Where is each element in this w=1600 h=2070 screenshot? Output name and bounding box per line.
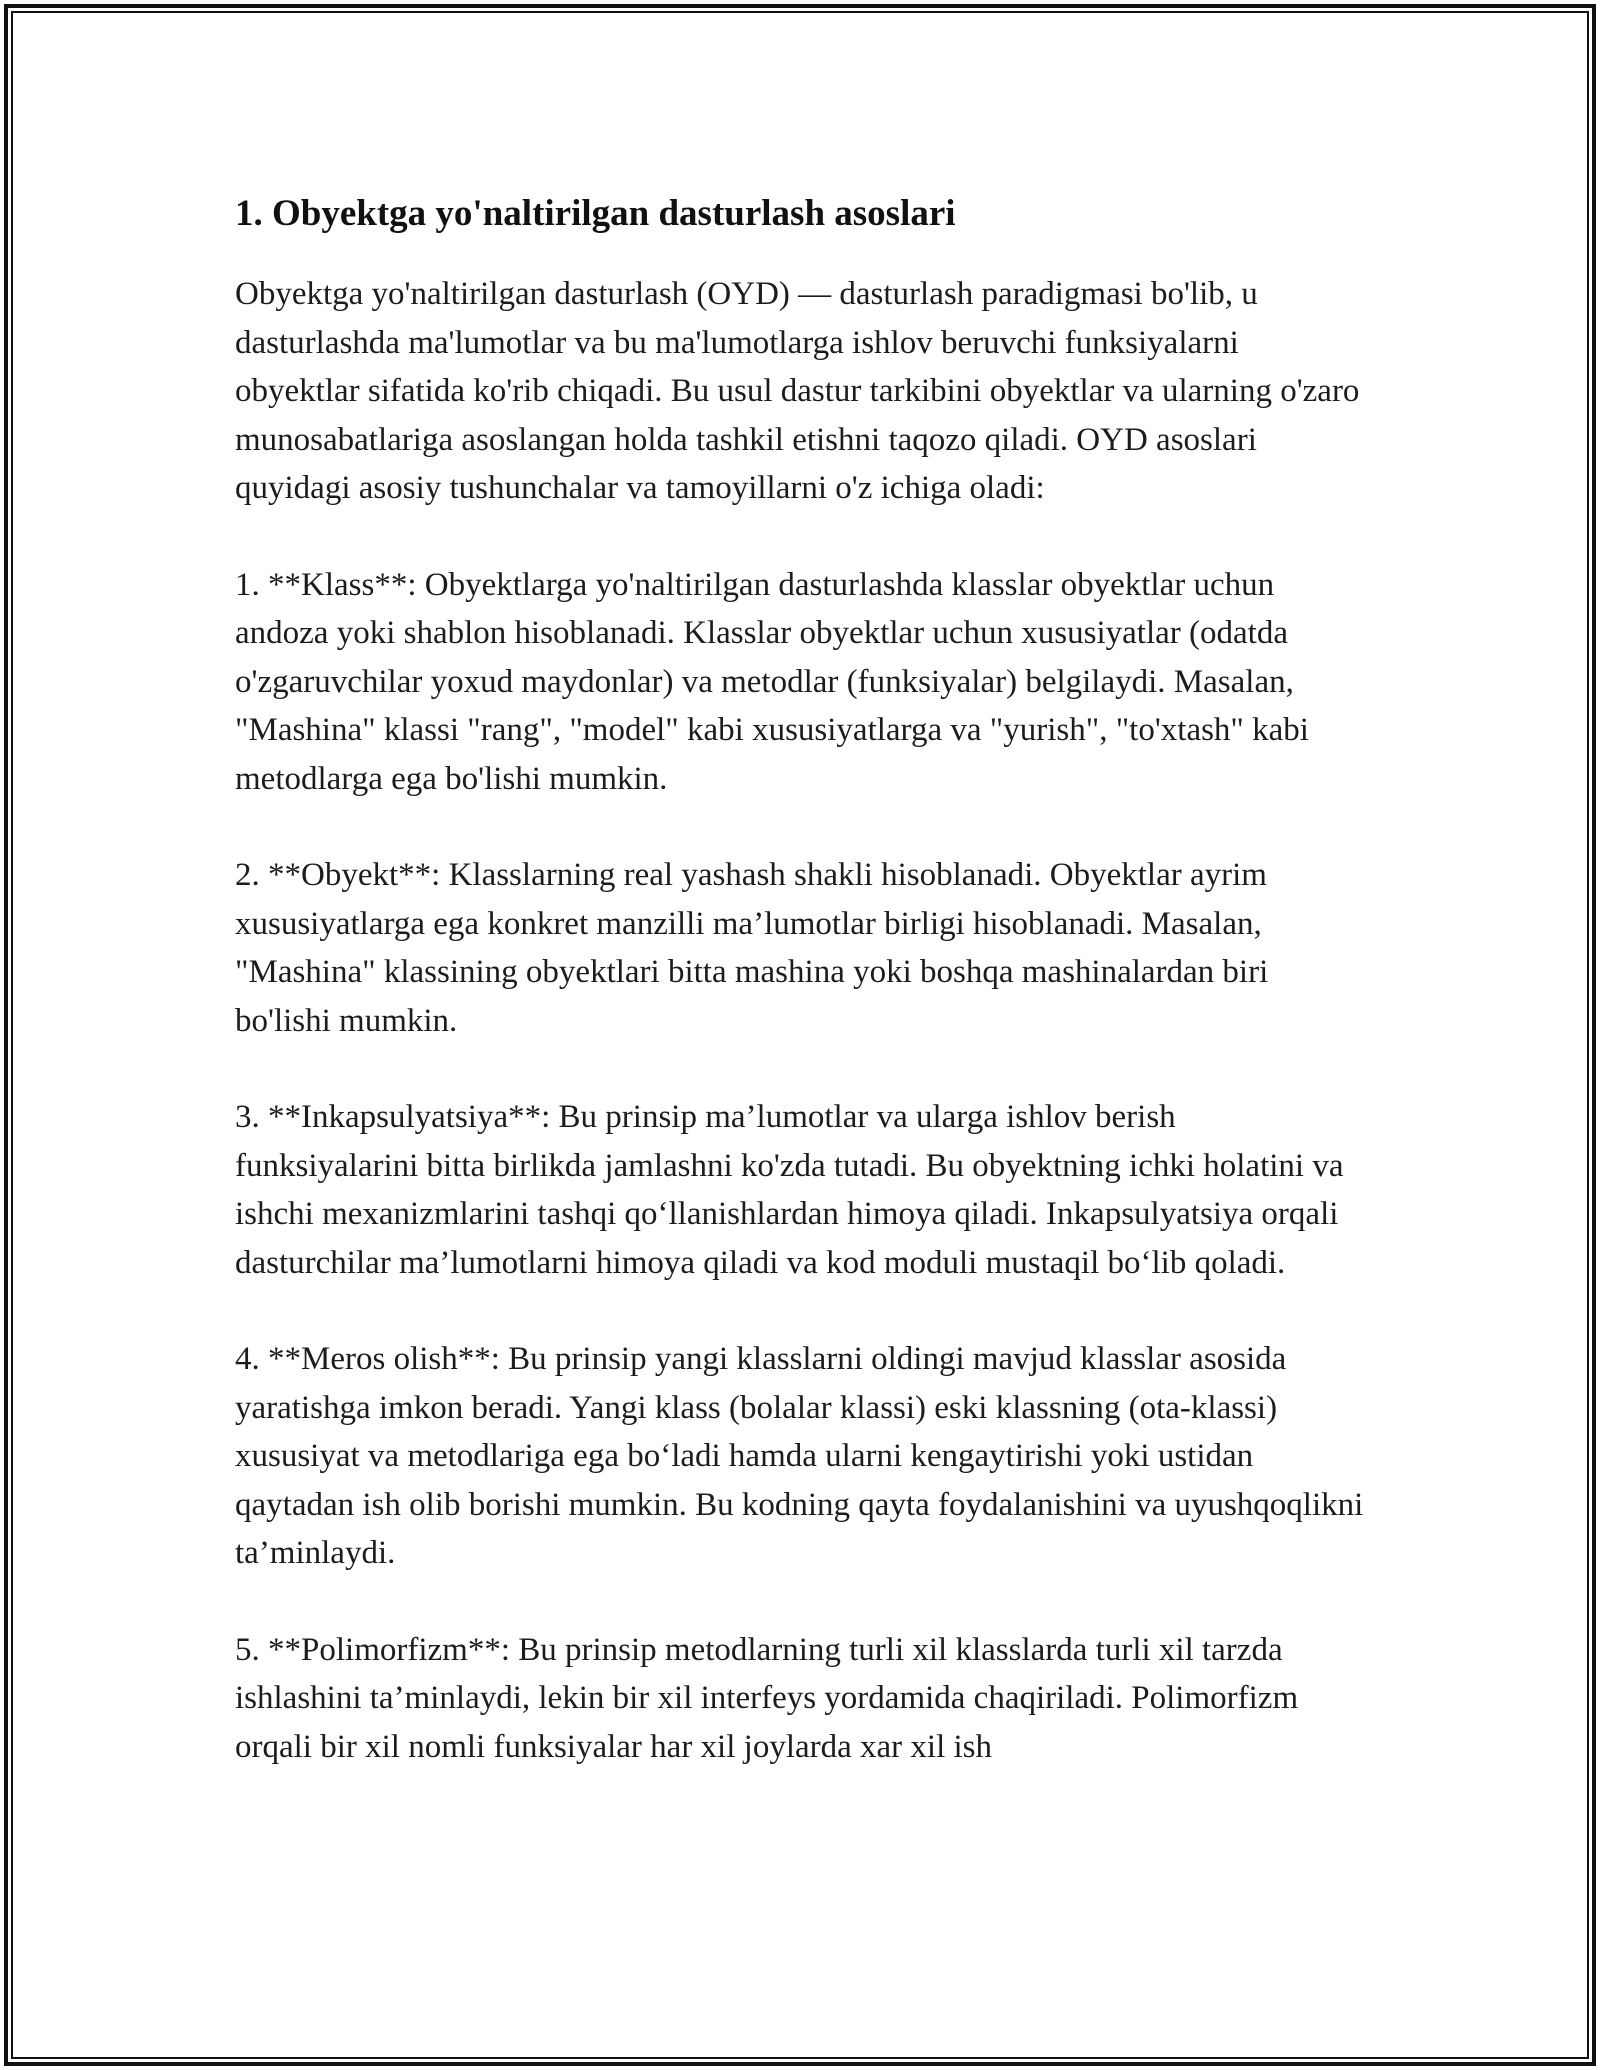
section-heading: 1. Obyektga yo'naltirilgan dasturlash asoslari: [235, 193, 956, 234]
meros-olish-paragraph: 4. **Meros olish**: Bu prinsip yangi klasslarni oldingi mavjud klasslar asosida yaratishga imkon beradi. Yangi klass (bolalar klassi) eski klassning (ota-klassi) xususiyat va metodlariga ega bo‘ladi hamda ularni kengaytirishi yoki ustidan qaytadan ish olib borishi mumkin. Bu kodning qayta foydalanishini va uyushqoqlikni ta’minlaydi.: [235, 1341, 1364, 1571]
klass-paragraph: 1. **Klass**: Obyektlarga yo'naltirilgan dasturlashda klasslar obyektlar uchun andoza yoki shablon hisoblanadi. Klasslar obyektlar uchun xususiyatlar (odatda o'zgaruvchilar yoxud maydonlar) va metodlar (funksiyalar) belgilaydi. Masalan, "Mashina" klassi "rang", "model" kabi xususiyatlarga va "yurish", "to'xtash" kabi metodlarga ega bo'lishi mumkin.: [235, 566, 1309, 797]
intro-paragraph: Obyektga yo'naltirilgan dasturlash (OYD) — dasturlash paradigmasi bo'lib, u dasturlashda ma'lumotlar va bu ma'lumotlarga ishlov beruvchi funksiyalarni obyektlar sifatida ko'rib chiqadi. Bu usul dastur tarkibini obyektlar va ularning o'zaro munosabatlariga asoslangan holda tashkil etishni taqozo qiladi. OYD asoslari quyidagi asosiy tushunchalar va tamoyillarni o'z ichiga oladi:: [235, 276, 1360, 506]
polimorfizm-paragraph: 5. **Polimorfizm**: Bu prinsip metodlarning turli xil klasslarda turli xil tarzda ishlashini ta’minlaydi, lekin bir xil interfeys yordamida chaqiriladi. Polimorfizm orqali bir xil nomli funksiyalar har xil joylarda xar xil ish: [235, 1631, 1299, 1765]
document-body: [235, 188, 1365, 1771]
inkapsulyatsiya-paragraph: 3. **Inkapsulyatsiya**: Bu prinsip ma’lumotlar va ularga ishlov berish funksiyalarini bitta birlikda jamlashni ko'zda tutadi. Bu obyektning ichki holatini va ishchi mexanizmlarini tashqi qo‘llanishlardan himoya qiladi. Inkapsulyatsiya orqali dasturchilar ma’lumotlarni himoya qiladi va kod moduli mustaqil bo‘lib qoladi.: [235, 1099, 1344, 1281]
obyekt-paragraph: 2. **Obyekt**: Klasslarning real yashash shakli hisoblanadi. Obyektlar ayrim xususiyatlarga ega konkret manzilli ma’lumotlar birligi hisoblanadi. Masalan, "Mashina" klassining obyektlari bitta mashina yoki boshqa mashinalardan biri bo'lishi mumkin.: [235, 857, 1269, 1039]
